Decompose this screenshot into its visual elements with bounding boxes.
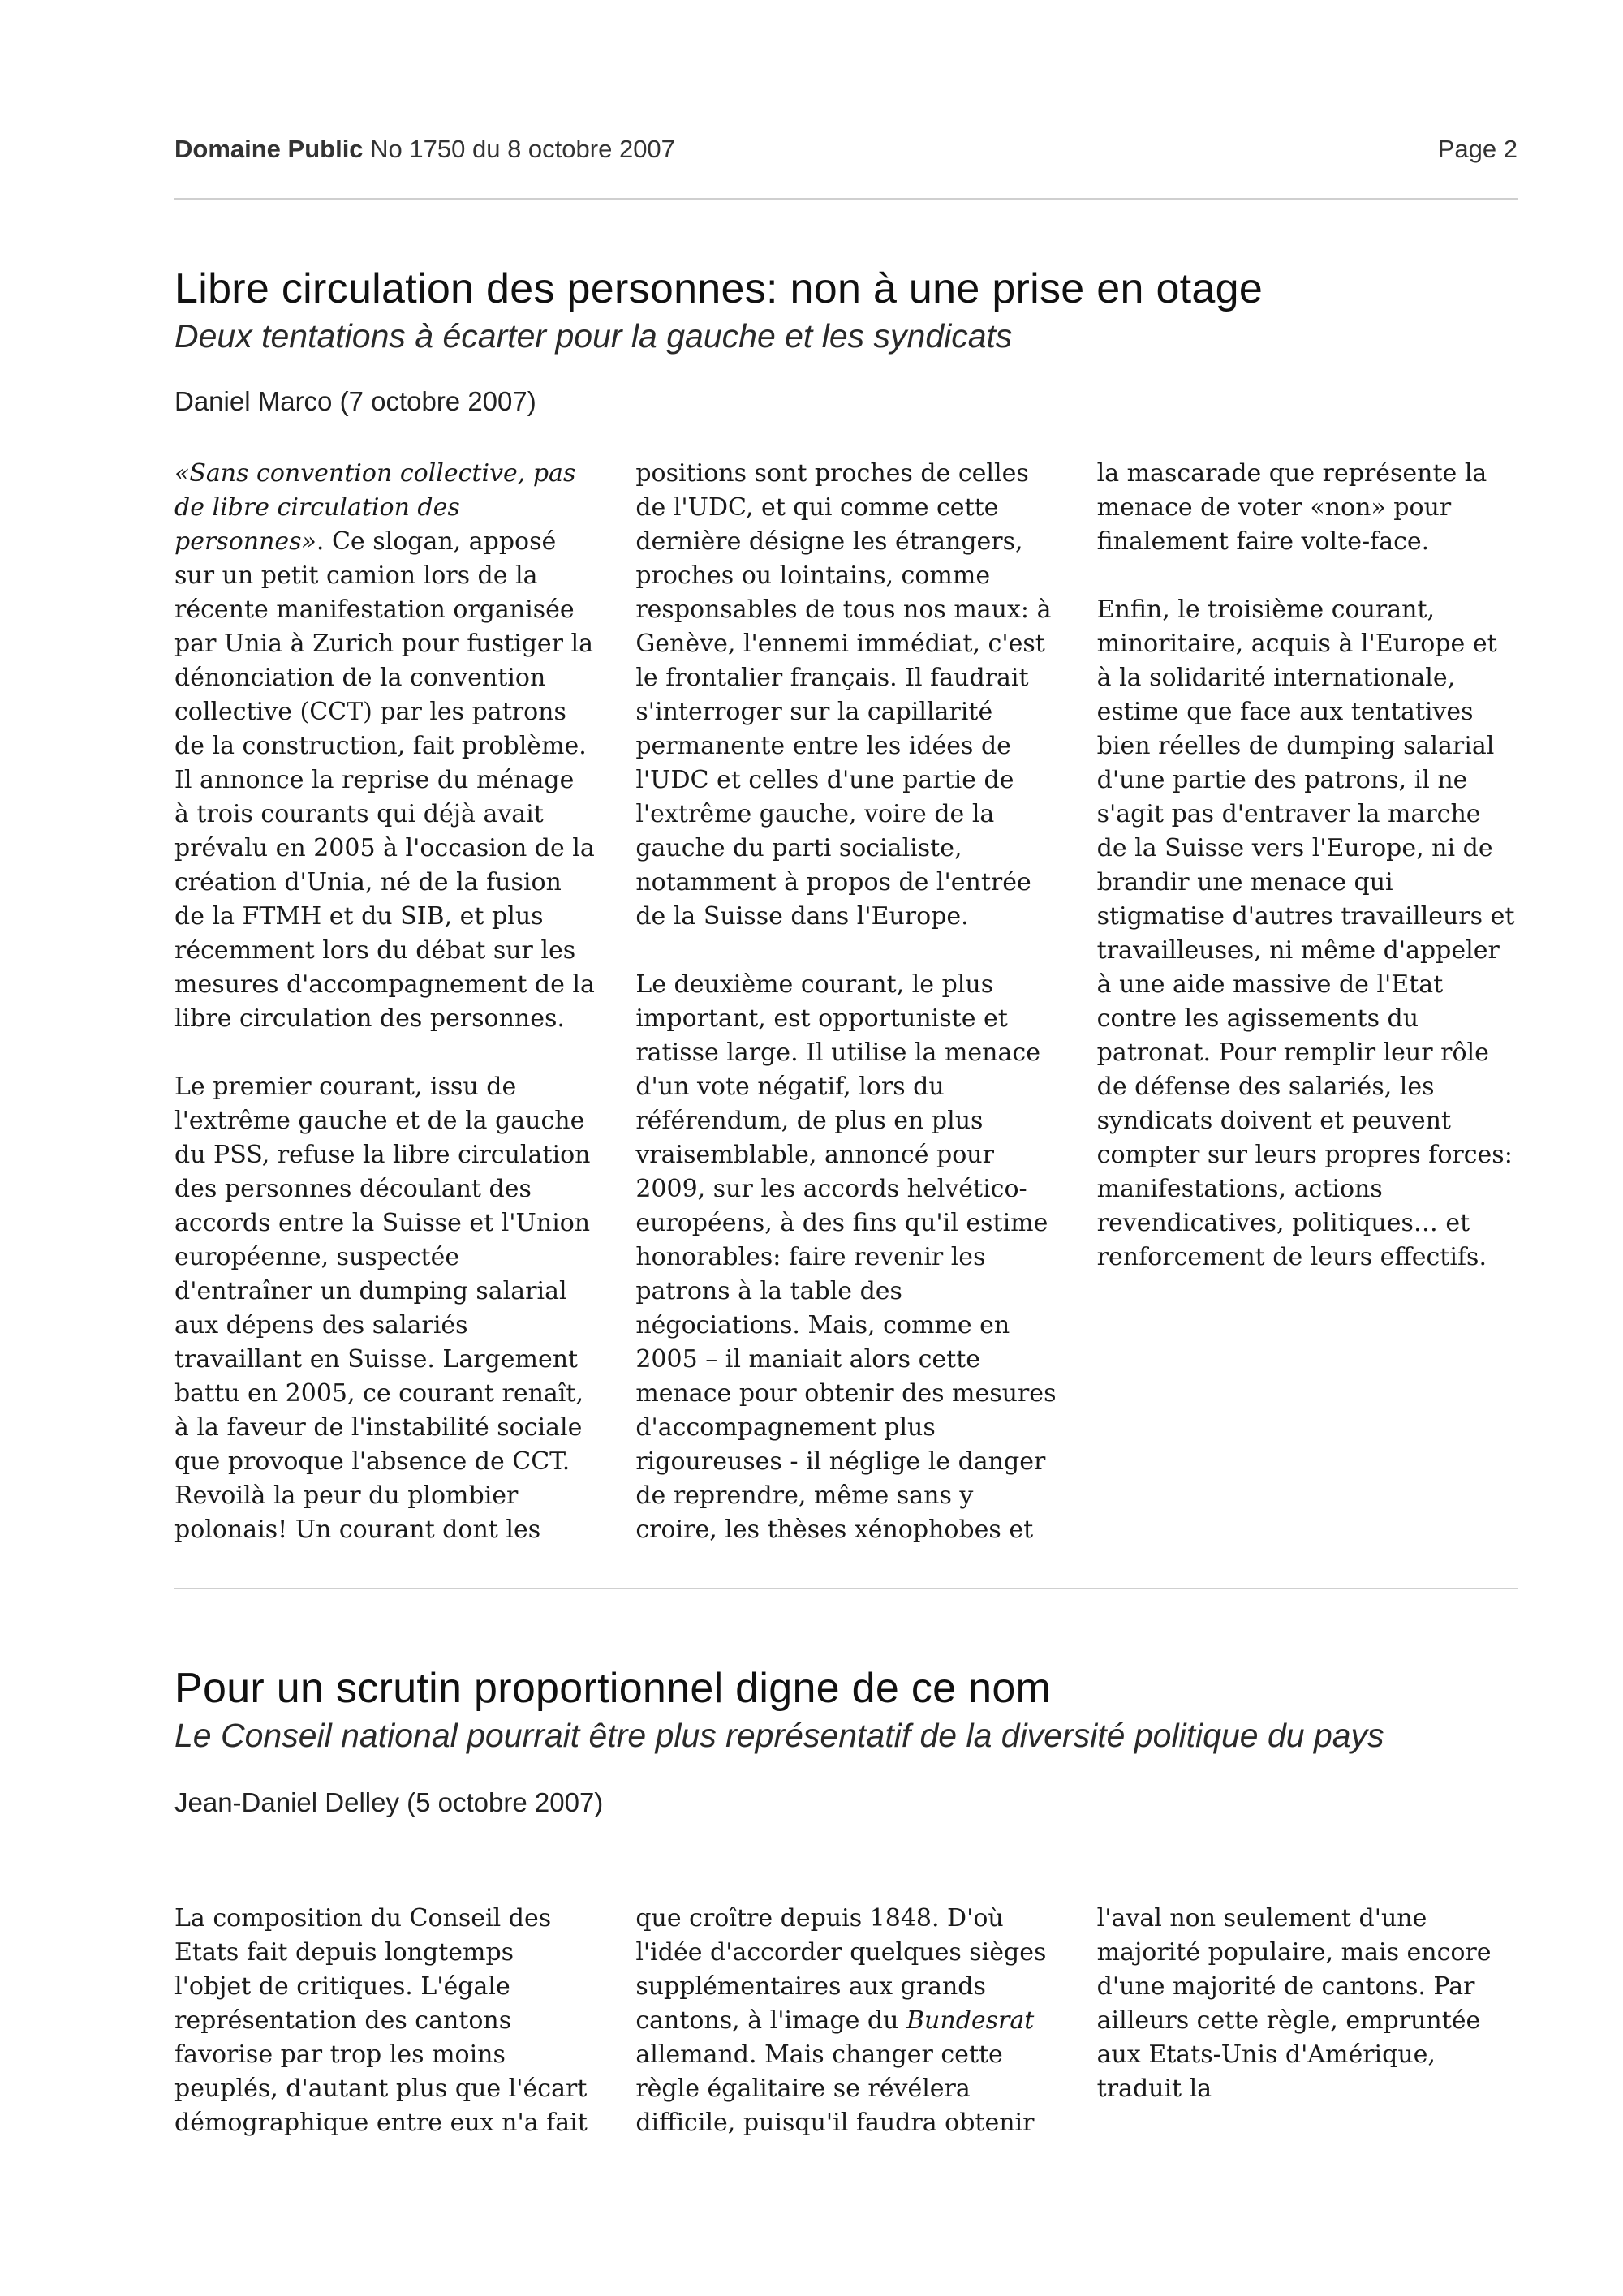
article-byline: Daniel Marco (7 octobre 2007) xyxy=(174,386,536,416)
article-libre-circulation xyxy=(174,264,1518,419)
article-paragraph xyxy=(174,457,595,1036)
article-subtitle: Deux tentations à écarter pour la gauche et les syndicats xyxy=(174,317,1013,355)
publication-name: Domaine Public xyxy=(174,135,364,163)
article-paragraph: Enfin, le troisième courant, minoritaire, acquis à l'Europe et à la solidarité internationale, estime que face aux tentatives bien réelles de dumping salarial d'une partie des patrons, il ne s'agit pas d'entraver la marche de la Suisse vers l'Europe, ni de brandir une menace qui stigmatise d'autres travailleurs et travailleuses, ni même d'appeler à une aide massive de l'Etat contre les agissements du patronat. Pour remplir leur rôle de défense des salariés, les syndicats doivent et peuvent compter sur leurs propres forces: manifestations, actions revendicatives, politiques… et renforcement de leurs effectifs. xyxy=(1096,595,1515,1271)
paragraph-text: La composition du Conseil des Etats fait depuis longtemps l'objet de critiques. L'égale représentation des cantons favorise par trop les moins peuplés, d'autant plus que l'écart démographique entre eux n'a fait que croître depuis 1848. D'où l'idée d'accorder quelques sièges supplémentaires aux grands cantons, à l'image du xyxy=(174,1904,1047,2137)
running-header xyxy=(174,135,1518,172)
page-number: Page 2 xyxy=(1437,135,1518,163)
header-publication-line xyxy=(174,135,675,164)
article-paragraph: Le premier courant, issu de l'extrême gauche et de la gauche du PSS, refuse la libre circulation des personnes découlant des accords entre la Suisse et l'Union européenne, suspectée d'entraîner un dumping salarial aux dépens des salariés travaillant en Suisse. Largement battu en 2005, ce courant renaît, à la faveur de l'instabilité sociale que provoque l'absence de CCT. Revoilà la peur du plombier polonais! Un courant dont les positions sont proches de celles de l'UDC, et qui comme cette dernière désigne les étrangers, proches ou lointains, comme responsables de tous nos maux: à Genève, l'ennemi immédiat, c'est le frontalier français. Il faudrait s'interroger sur la capillarité permanente entre les idées de l'UDC et celles d'une partie de l'extrême gauche, voire de la gauche du parti socialiste, notamment à propos de l'entrée de la Suisse dans l'Europe. xyxy=(174,459,1052,1544)
article-title: Pour un scrutin proportionnel digne de ce nom xyxy=(174,1665,1052,1712)
article-byline: Jean-Daniel Delley (5 octobre 2007) xyxy=(174,1787,604,1817)
header-divider xyxy=(174,198,1518,200)
article-body-scrutin-proportionnel xyxy=(174,1902,1518,2145)
article-paragraph: Le deuxième courant, le plus important, est opportuniste et ratisse large. Il utilise la menace d'un vote négatif, lors du référendum, de plus en plus vraisemblable, annoncé pour 2009, sur les accords helvético-européens, à des fins qu'il estime honorables: faire revenir les patrons à la table des négociations. Mais, comme en 2005 – il maniait alors cette menace pour obtenir des mesures d'accompagnement plus rigoureuses - il néglige le danger de reprendre, même sans y croire, les thèses xénophobes et la mascarade que représente la menace de voter «non» pour finalement faire volte-face. xyxy=(635,459,1487,1544)
slogan-quote: «Sans convention collective, pas de libre circulation des personnes» xyxy=(174,459,576,556)
document-page xyxy=(174,0,1518,2296)
bundesrat-term: Bundesrat xyxy=(906,2006,1035,2035)
article-paragraph xyxy=(174,1902,1518,2145)
issue-info: No 1750 du 8 octobre 2007 xyxy=(370,135,675,163)
article-title: Libre circulation des personnes: non à une prise en otage xyxy=(174,265,1264,312)
paragraph-text: allemand. Mais changer cette règle égalitaire se révélera difficile, puisqu'il faudra obtenir l'aval non seulement d'une majorité populaire, mais encore d'une majorité de cantons. Par ailleurs cette règle, empruntée aux Etats-Unis d'Amérique, traduit la xyxy=(635,1904,1492,2137)
article-divider xyxy=(174,1588,1518,1589)
article-subtitle: Le Conseil national pourrait être plus représentatif de la diversité politique du pays xyxy=(174,1717,1384,1754)
article-body-libre-circulation xyxy=(174,457,1518,1560)
article-scrutin-proportionnel xyxy=(174,1663,1518,1821)
paragraph-text: . Ce slogan, apposé sur un petit camion lors de la récente manifestation organisée par Unia à Zurich pour fustiger la dénonciation de la convention collective (CCT) par les patrons de la construction, fait problème. Il annonce la reprise du ménage à trois courants qui déjà avait prévalu en 2005 à l'occasion de la création d'Unia, né de la fusion de la FTMH et du SIB, et plus récemment lors du débat sur les mesures d'accompagnement de la libre circulation des personnes. xyxy=(174,527,595,1033)
